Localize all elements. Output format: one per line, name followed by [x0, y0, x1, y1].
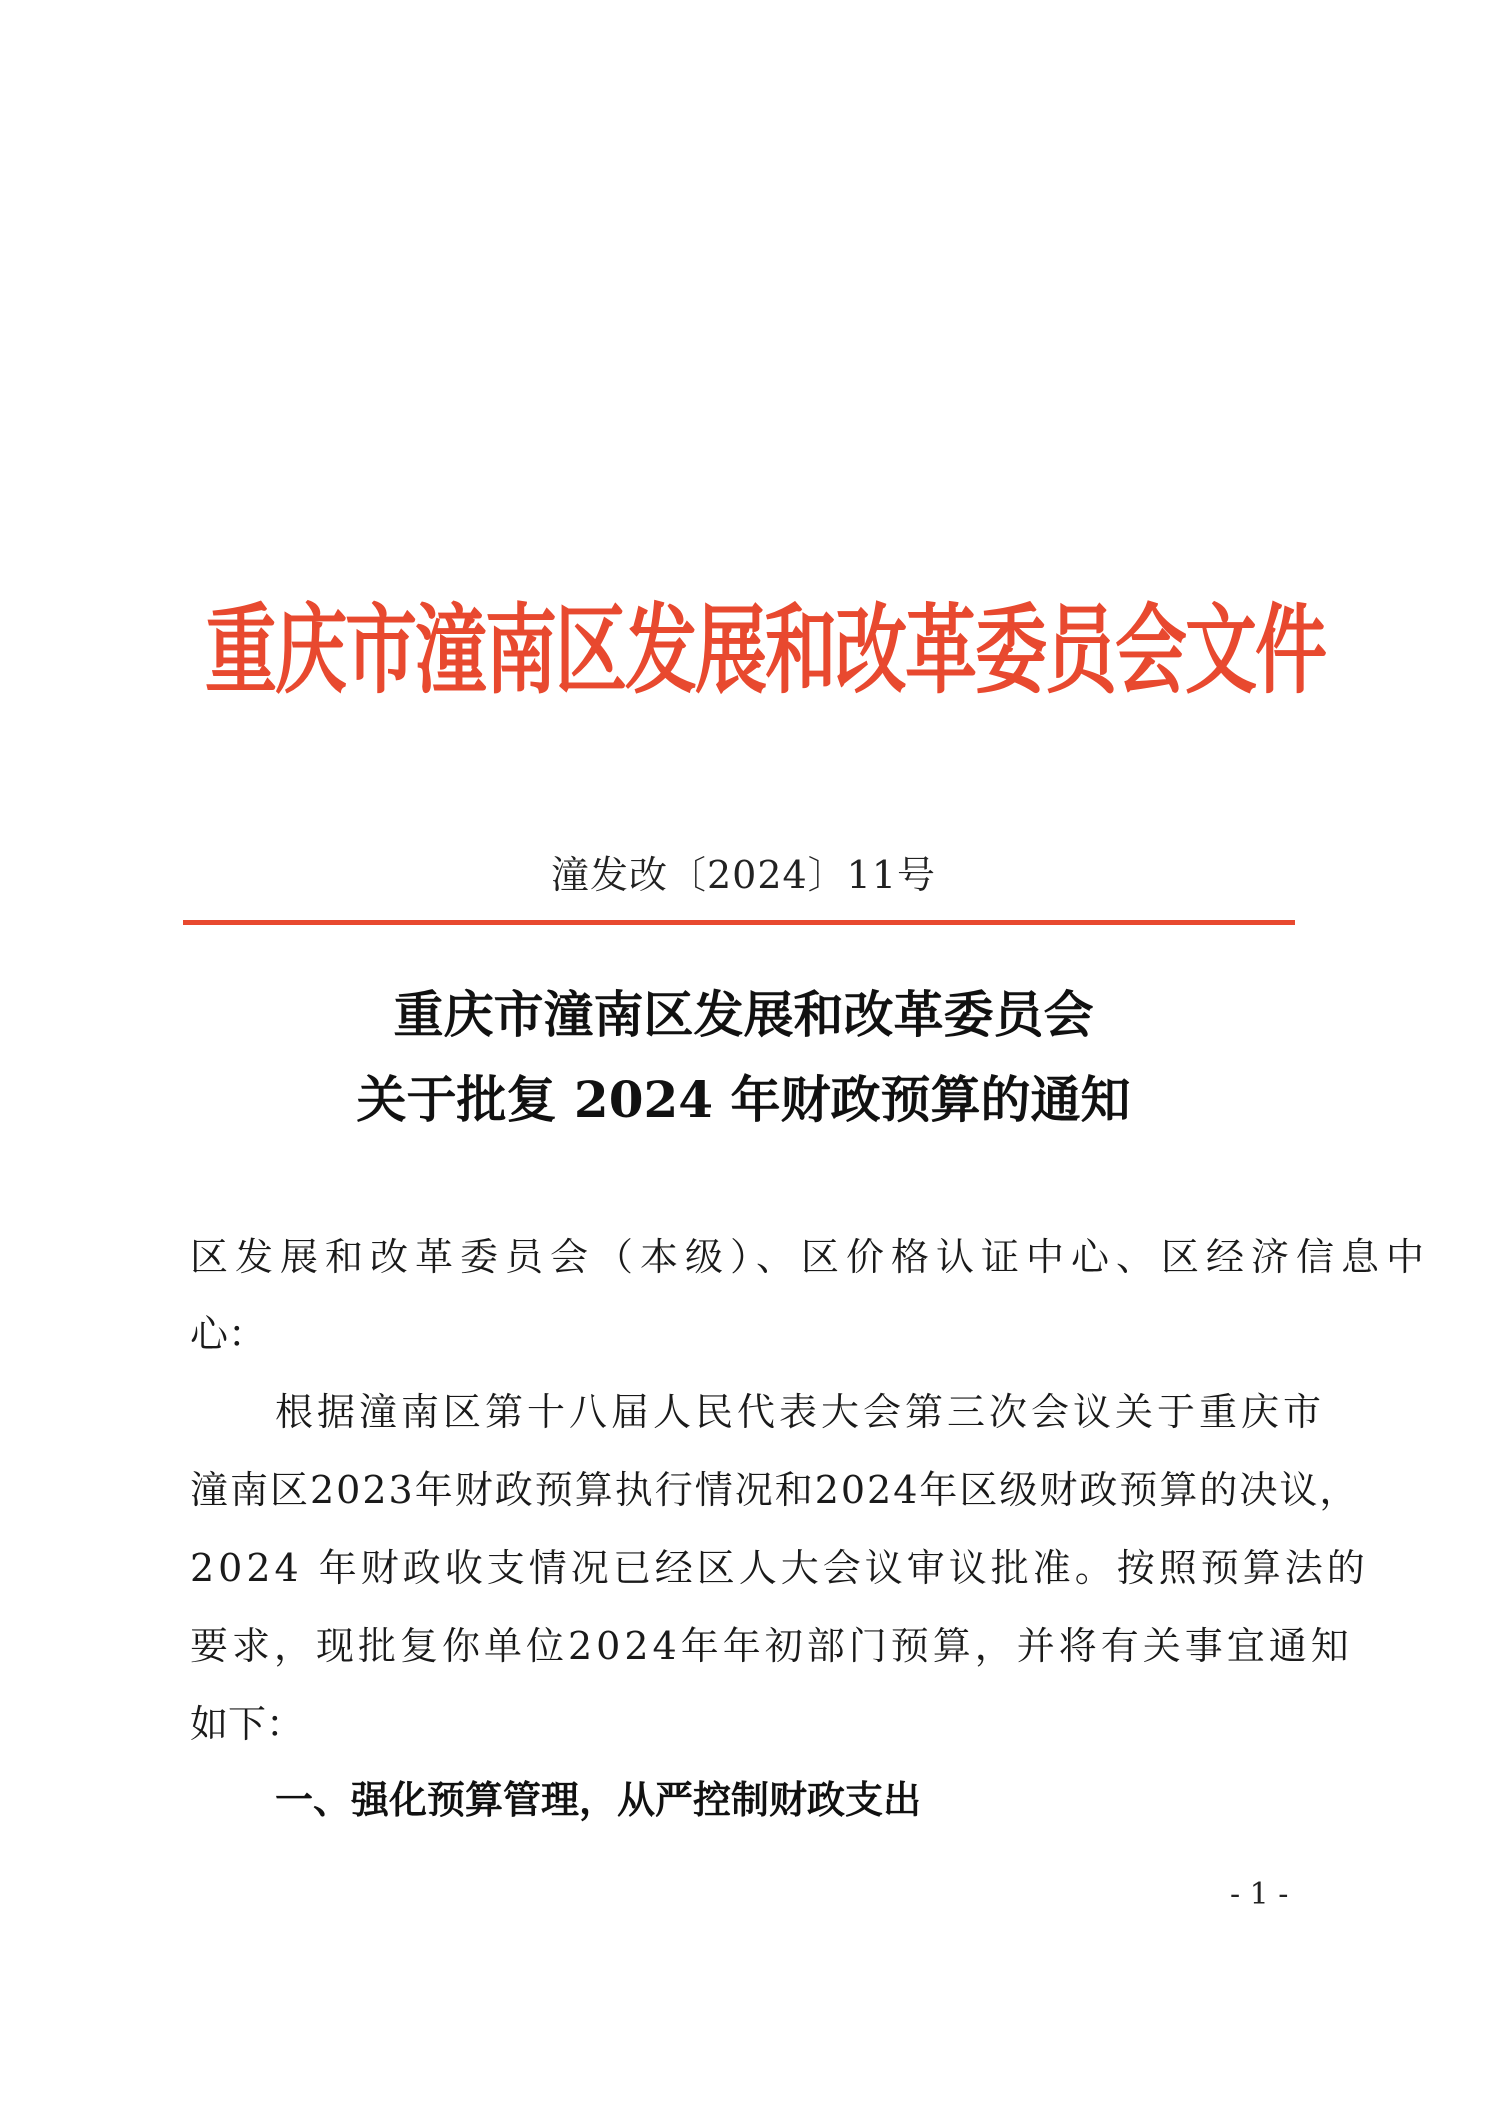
- paragraph-line: 如下：: [190, 1702, 305, 1746]
- document-title-line-2: 关于批复 2024 年财政预算的通知: [356, 1070, 1131, 1129]
- recipient-line-2: 心：: [190, 1312, 267, 1356]
- section-heading: 一、强化预算管理，从严控制财政支出: [275, 1778, 922, 1822]
- paragraph-line: 2024 年财政收支情况已经区人大会议审议批准。按照预算法的: [190, 1546, 1369, 1590]
- page-number: - 1 -: [1230, 1877, 1289, 1912]
- issuer-masthead: 重庆市潼南区发展和改革委员会文件: [205, 593, 1326, 707]
- recipient-line-1: 区发展和改革委员会（本级）、区价格认证中心、区经济信息中: [190, 1235, 1432, 1279]
- paragraph-line: 潼南区2023年财政预算执行情况和2024年区级财政预算的决议，: [190, 1468, 1360, 1512]
- paragraph-line: 根据潼南区第十八届人民代表大会第三次会议关于重庆市: [275, 1390, 1326, 1434]
- document-title-line-1: 重庆市潼南区发展和改革委员会: [393, 985, 1094, 1044]
- red-divider-line: [183, 920, 1295, 925]
- paragraph-line: 要求，现批复你单位2024年年初部门预算，并将有关事宜通知: [190, 1624, 1353, 1668]
- document-number: 潼发改〔2024〕11号: [550, 853, 937, 897]
